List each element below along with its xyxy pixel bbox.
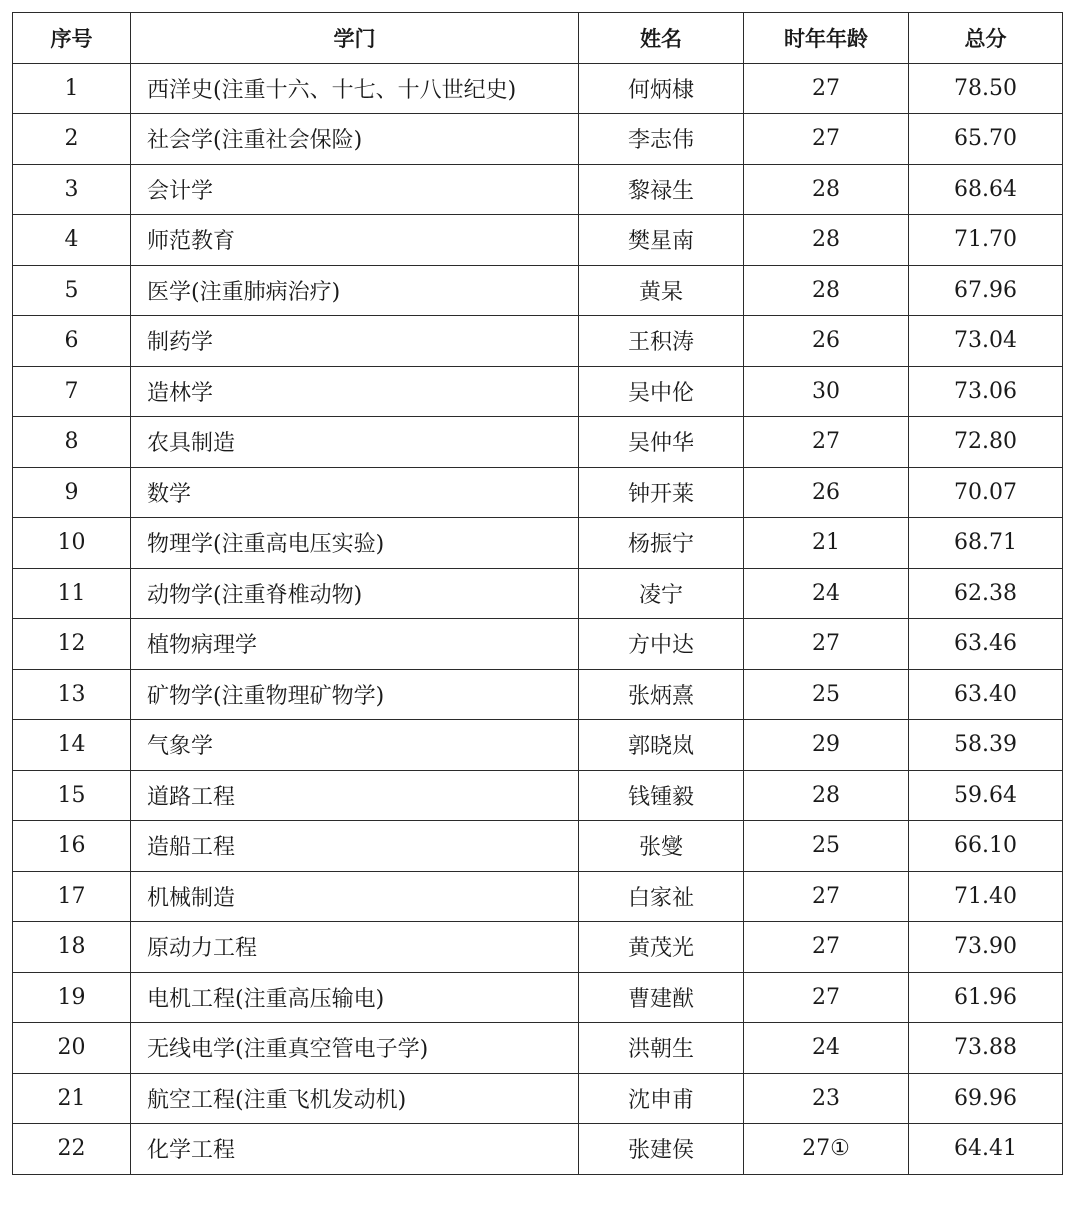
cell-age: 27: [744, 871, 909, 922]
table-row: [13, 63, 1063, 114]
cell-score: 58.39: [909, 720, 1063, 771]
cell-index: 14: [13, 720, 131, 771]
table-row: [13, 568, 1063, 619]
cell-index: 1: [13, 63, 131, 114]
cell-name: 何炳棣: [579, 63, 744, 114]
table-row: [13, 720, 1063, 771]
cell-subject: 矿物学(注重物理矿物学): [131, 669, 579, 720]
cell-index: 8: [13, 417, 131, 468]
cell-score: 70.07: [909, 467, 1063, 518]
table-row: [13, 669, 1063, 720]
table-row: [13, 972, 1063, 1023]
cell-name: 吴仲华: [579, 417, 744, 468]
cell-score: 73.04: [909, 316, 1063, 367]
table-row: [13, 316, 1063, 367]
cell-index: 7: [13, 366, 131, 417]
cell-age: 26: [744, 467, 909, 518]
cell-score: 62.38: [909, 568, 1063, 619]
cell-age: 27: [744, 922, 909, 973]
table-row: [13, 215, 1063, 266]
cell-name: 白家祉: [579, 871, 744, 922]
cell-age: 27①: [744, 1124, 909, 1175]
header-name: 姓名: [579, 13, 744, 64]
cell-index: 10: [13, 518, 131, 569]
cell-score: 63.40: [909, 669, 1063, 720]
table-row: [13, 1073, 1063, 1124]
cell-subject: 植物病理学: [131, 619, 579, 670]
cell-subject: 师范教育: [131, 215, 579, 266]
cell-subject: 机械制造: [131, 871, 579, 922]
results-table: [12, 12, 1063, 1175]
cell-subject: 造船工程: [131, 821, 579, 872]
cell-index: 11: [13, 568, 131, 619]
cell-age: 28: [744, 215, 909, 266]
cell-name: 凌宁: [579, 568, 744, 619]
table-row: [13, 366, 1063, 417]
cell-score: 67.96: [909, 265, 1063, 316]
cell-score: 61.96: [909, 972, 1063, 1023]
cell-index: 9: [13, 467, 131, 518]
cell-age: 28: [744, 164, 909, 215]
cell-index: 18: [13, 922, 131, 973]
cell-subject: 气象学: [131, 720, 579, 771]
cell-subject: 原动力工程: [131, 922, 579, 973]
cell-index: 3: [13, 164, 131, 215]
cell-name: 沈申甫: [579, 1073, 744, 1124]
cell-subject: 社会学(注重社会保险): [131, 114, 579, 165]
cell-age: 26: [744, 316, 909, 367]
cell-age: 27: [744, 114, 909, 165]
cell-name: 洪朝生: [579, 1023, 744, 1074]
cell-subject: 数学: [131, 467, 579, 518]
cell-index: 15: [13, 770, 131, 821]
cell-subject: 医学(注重肺病治疗): [131, 265, 579, 316]
cell-score: 64.41: [909, 1124, 1063, 1175]
cell-name: 吴中伦: [579, 366, 744, 417]
table-row: [13, 164, 1063, 215]
results-table-container: [12, 12, 1062, 1175]
cell-index: 5: [13, 265, 131, 316]
cell-score: 72.80: [909, 417, 1063, 468]
cell-age: 27: [744, 417, 909, 468]
cell-index: 17: [13, 871, 131, 922]
table-row: [13, 1124, 1063, 1175]
cell-name: 王积涛: [579, 316, 744, 367]
cell-age: 28: [744, 265, 909, 316]
cell-score: 68.71: [909, 518, 1063, 569]
cell-age: 25: [744, 821, 909, 872]
cell-subject: 造林学: [131, 366, 579, 417]
cell-name: 樊星南: [579, 215, 744, 266]
cell-score: 65.70: [909, 114, 1063, 165]
table-header: [13, 13, 1063, 64]
cell-score: 66.10: [909, 821, 1063, 872]
table-row: [13, 871, 1063, 922]
cell-age: 24: [744, 568, 909, 619]
cell-subject: 化学工程: [131, 1124, 579, 1175]
cell-index: 20: [13, 1023, 131, 1074]
cell-subject: 制药学: [131, 316, 579, 367]
cell-name: 张炳熹: [579, 669, 744, 720]
cell-name: 张燮: [579, 821, 744, 872]
cell-score: 69.96: [909, 1073, 1063, 1124]
cell-age: 24: [744, 1023, 909, 1074]
table-row: [13, 417, 1063, 468]
cell-score: 78.50: [909, 63, 1063, 114]
cell-score: 73.90: [909, 922, 1063, 973]
cell-index: 2: [13, 114, 131, 165]
cell-age: 23: [744, 1073, 909, 1124]
table-row: [13, 619, 1063, 670]
header-index: 序号: [13, 13, 131, 64]
table-row: [13, 821, 1063, 872]
cell-index: 4: [13, 215, 131, 266]
cell-subject: 会计学: [131, 164, 579, 215]
cell-age: 28: [744, 770, 909, 821]
table-row: [13, 1023, 1063, 1074]
cell-name: 钟开莱: [579, 467, 744, 518]
cell-index: 19: [13, 972, 131, 1023]
cell-age: 25: [744, 669, 909, 720]
cell-subject: 电机工程(注重高压输电): [131, 972, 579, 1023]
cell-subject: 农具制造: [131, 417, 579, 468]
cell-index: 6: [13, 316, 131, 367]
cell-score: 71.40: [909, 871, 1063, 922]
cell-subject: 动物学(注重脊椎动物): [131, 568, 579, 619]
table-body: [13, 63, 1063, 1174]
cell-index: 16: [13, 821, 131, 872]
cell-name: 杨振宁: [579, 518, 744, 569]
cell-score: 68.64: [909, 164, 1063, 215]
table-row: [13, 467, 1063, 518]
cell-index: 22: [13, 1124, 131, 1175]
cell-age: 21: [744, 518, 909, 569]
header-row: [13, 13, 1063, 64]
cell-index: 12: [13, 619, 131, 670]
cell-index: 13: [13, 669, 131, 720]
cell-subject: 物理学(注重高电压实验): [131, 518, 579, 569]
cell-age: 27: [744, 619, 909, 670]
cell-score: 73.06: [909, 366, 1063, 417]
cell-subject: 航空工程(注重飞机发动机): [131, 1073, 579, 1124]
cell-name: 方中达: [579, 619, 744, 670]
cell-name: 郭晓岚: [579, 720, 744, 771]
header-score: 总分: [909, 13, 1063, 64]
cell-name: 李志伟: [579, 114, 744, 165]
cell-name: 黎禄生: [579, 164, 744, 215]
header-age: 时年年龄: [744, 13, 909, 64]
cell-index: 21: [13, 1073, 131, 1124]
table-row: [13, 518, 1063, 569]
cell-age: 27: [744, 63, 909, 114]
cell-name: 黄杲: [579, 265, 744, 316]
table-row: [13, 770, 1063, 821]
table-row: [13, 265, 1063, 316]
cell-score: 63.46: [909, 619, 1063, 670]
cell-subject: 西洋史(注重十六、十七、十八世纪史): [131, 63, 579, 114]
cell-name: 曹建猷: [579, 972, 744, 1023]
cell-score: 59.64: [909, 770, 1063, 821]
cell-name: 钱锺毅: [579, 770, 744, 821]
cell-name: 黄茂光: [579, 922, 744, 973]
cell-subject: 道路工程: [131, 770, 579, 821]
cell-age: 29: [744, 720, 909, 771]
table-row: [13, 114, 1063, 165]
cell-age: 30: [744, 366, 909, 417]
cell-name: 张建侯: [579, 1124, 744, 1175]
table-row: [13, 922, 1063, 973]
cell-score: 73.88: [909, 1023, 1063, 1074]
cell-subject: 无线电学(注重真空管电子学): [131, 1023, 579, 1074]
cell-score: 71.70: [909, 215, 1063, 266]
cell-age: 27: [744, 972, 909, 1023]
header-subject: 学门: [131, 13, 579, 64]
